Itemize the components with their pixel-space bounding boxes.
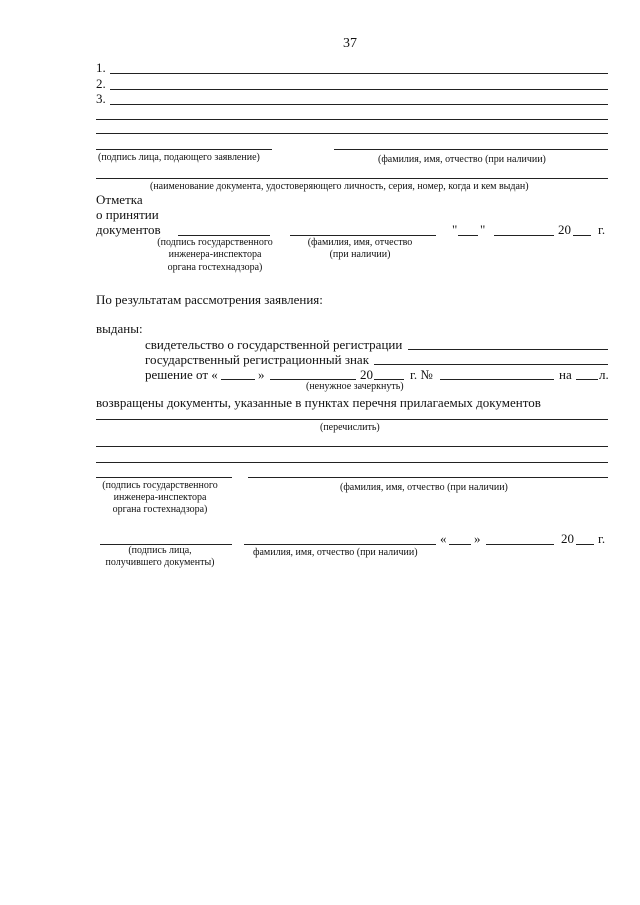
- decision-prefix: решение от «: [145, 367, 218, 382]
- blank-line[interactable]: [96, 462, 608, 463]
- year-suffix: г.: [598, 222, 606, 237]
- day-line[interactable]: [458, 235, 478, 236]
- receiver-name-caption: фамилия, имя, отчество (при наличии): [253, 547, 418, 558]
- blank-line[interactable]: [96, 133, 608, 134]
- receiver-name-line[interactable]: [244, 544, 436, 545]
- decision-day-line[interactable]: [221, 379, 255, 380]
- applicant-name-caption: (фамилия, имя, отчество (при наличии): [378, 154, 546, 165]
- item-1-label: 1.: [96, 60, 106, 75]
- receiver-month-line[interactable]: [486, 544, 554, 545]
- year-line[interactable]: [573, 235, 591, 236]
- acceptance-name-caption-1: (фамилия, имя, отчество: [307, 237, 413, 248]
- quote-close: ": [480, 222, 486, 237]
- receiver-quote-close: »: [474, 531, 481, 546]
- id-document-caption: (наименование документа, удостоверяющего личность, серия, номер, когда и кем выдан): [150, 181, 529, 192]
- month-line[interactable]: [494, 235, 554, 236]
- inspector-sign-line-2[interactable]: [96, 477, 232, 478]
- decision-number-label: г. №: [410, 367, 433, 382]
- acceptance-title-1: Отметка: [96, 192, 143, 207]
- page-number: 37: [343, 36, 357, 51]
- inspector-name-line[interactable]: [290, 235, 436, 236]
- year-prefix: 20: [558, 222, 571, 237]
- acceptance-title-3: документов: [96, 222, 161, 237]
- receiver-year-prefix: 20: [561, 531, 574, 546]
- item-3-label: 3.: [96, 91, 106, 106]
- reg-sign-line[interactable]: [374, 364, 608, 365]
- applicant-signature-caption: (подпись лица, подающего заявление): [98, 152, 260, 163]
- inspector-sign-name-caption: (фамилия, имя, отчество (при наличии): [340, 482, 508, 493]
- sheets-count-line[interactable]: [576, 379, 598, 380]
- receiver-caption-2: получившего документы): [105, 557, 215, 568]
- issued-label: выданы:: [96, 321, 143, 336]
- blank-line[interactable]: [96, 446, 608, 447]
- receiver-day-line[interactable]: [449, 544, 471, 545]
- certificate-line[interactable]: [408, 349, 608, 350]
- acceptance-name-caption-2: (при наличии): [329, 249, 391, 260]
- inspector-sign-caption-2: инженера-инспектора: [113, 492, 207, 503]
- decision-month-line[interactable]: [270, 379, 356, 380]
- list-caption: (перечислить): [320, 422, 380, 433]
- results-heading: По результатам рассмотрения заявления:: [96, 292, 323, 307]
- certificate-label: свидетельство о государственной регистрации: [145, 337, 403, 352]
- item-3-line[interactable]: [110, 104, 608, 105]
- inspector-sign-caption-3: органа гостехнадзора): [112, 504, 208, 515]
- item-2-line[interactable]: [110, 89, 608, 90]
- receiver-quote-open: «: [440, 531, 447, 546]
- inspector-sign-caption-1: (подпись государственного: [102, 480, 218, 491]
- returned-label: возвращены документы, указанные в пунктах перечня прилагаемых документов: [96, 395, 541, 410]
- applicant-name-line[interactable]: [334, 149, 608, 150]
- sheets-label: л.: [599, 367, 609, 382]
- id-document-line[interactable]: [96, 178, 608, 179]
- receiver-year-suffix: г.: [598, 531, 606, 546]
- decision-year-line[interactable]: [374, 379, 404, 380]
- strike-caption: (ненужное зачеркнуть): [306, 381, 404, 392]
- inspector-name-line-2[interactable]: [248, 477, 608, 478]
- inspector-caption-2: инженера-инспектора: [168, 249, 262, 260]
- applicant-signature-line[interactable]: [96, 149, 272, 150]
- item-1-line[interactable]: [110, 73, 608, 74]
- inspector-caption-3: органа гостехнадзора): [167, 262, 263, 273]
- inspector-caption-1: (подпись государственного: [157, 237, 273, 248]
- receiver-caption-1: (подпись лица,: [128, 545, 192, 556]
- receiver-year-line[interactable]: [576, 544, 594, 545]
- reg-sign-label: государственный регистрационный знак: [145, 352, 370, 367]
- blank-line[interactable]: [96, 119, 608, 120]
- decision-quote-close: »: [258, 367, 265, 382]
- decision-number-line[interactable]: [440, 379, 554, 380]
- returned-list-line[interactable]: [96, 419, 608, 420]
- on-label: на: [559, 367, 572, 382]
- inspector-signature-line[interactable]: [178, 235, 270, 236]
- decision-year-prefix: 20: [360, 367, 373, 382]
- acceptance-title-2: о принятии: [96, 207, 159, 222]
- item-2-label: 2.: [96, 76, 106, 91]
- quote-open: ": [452, 222, 458, 237]
